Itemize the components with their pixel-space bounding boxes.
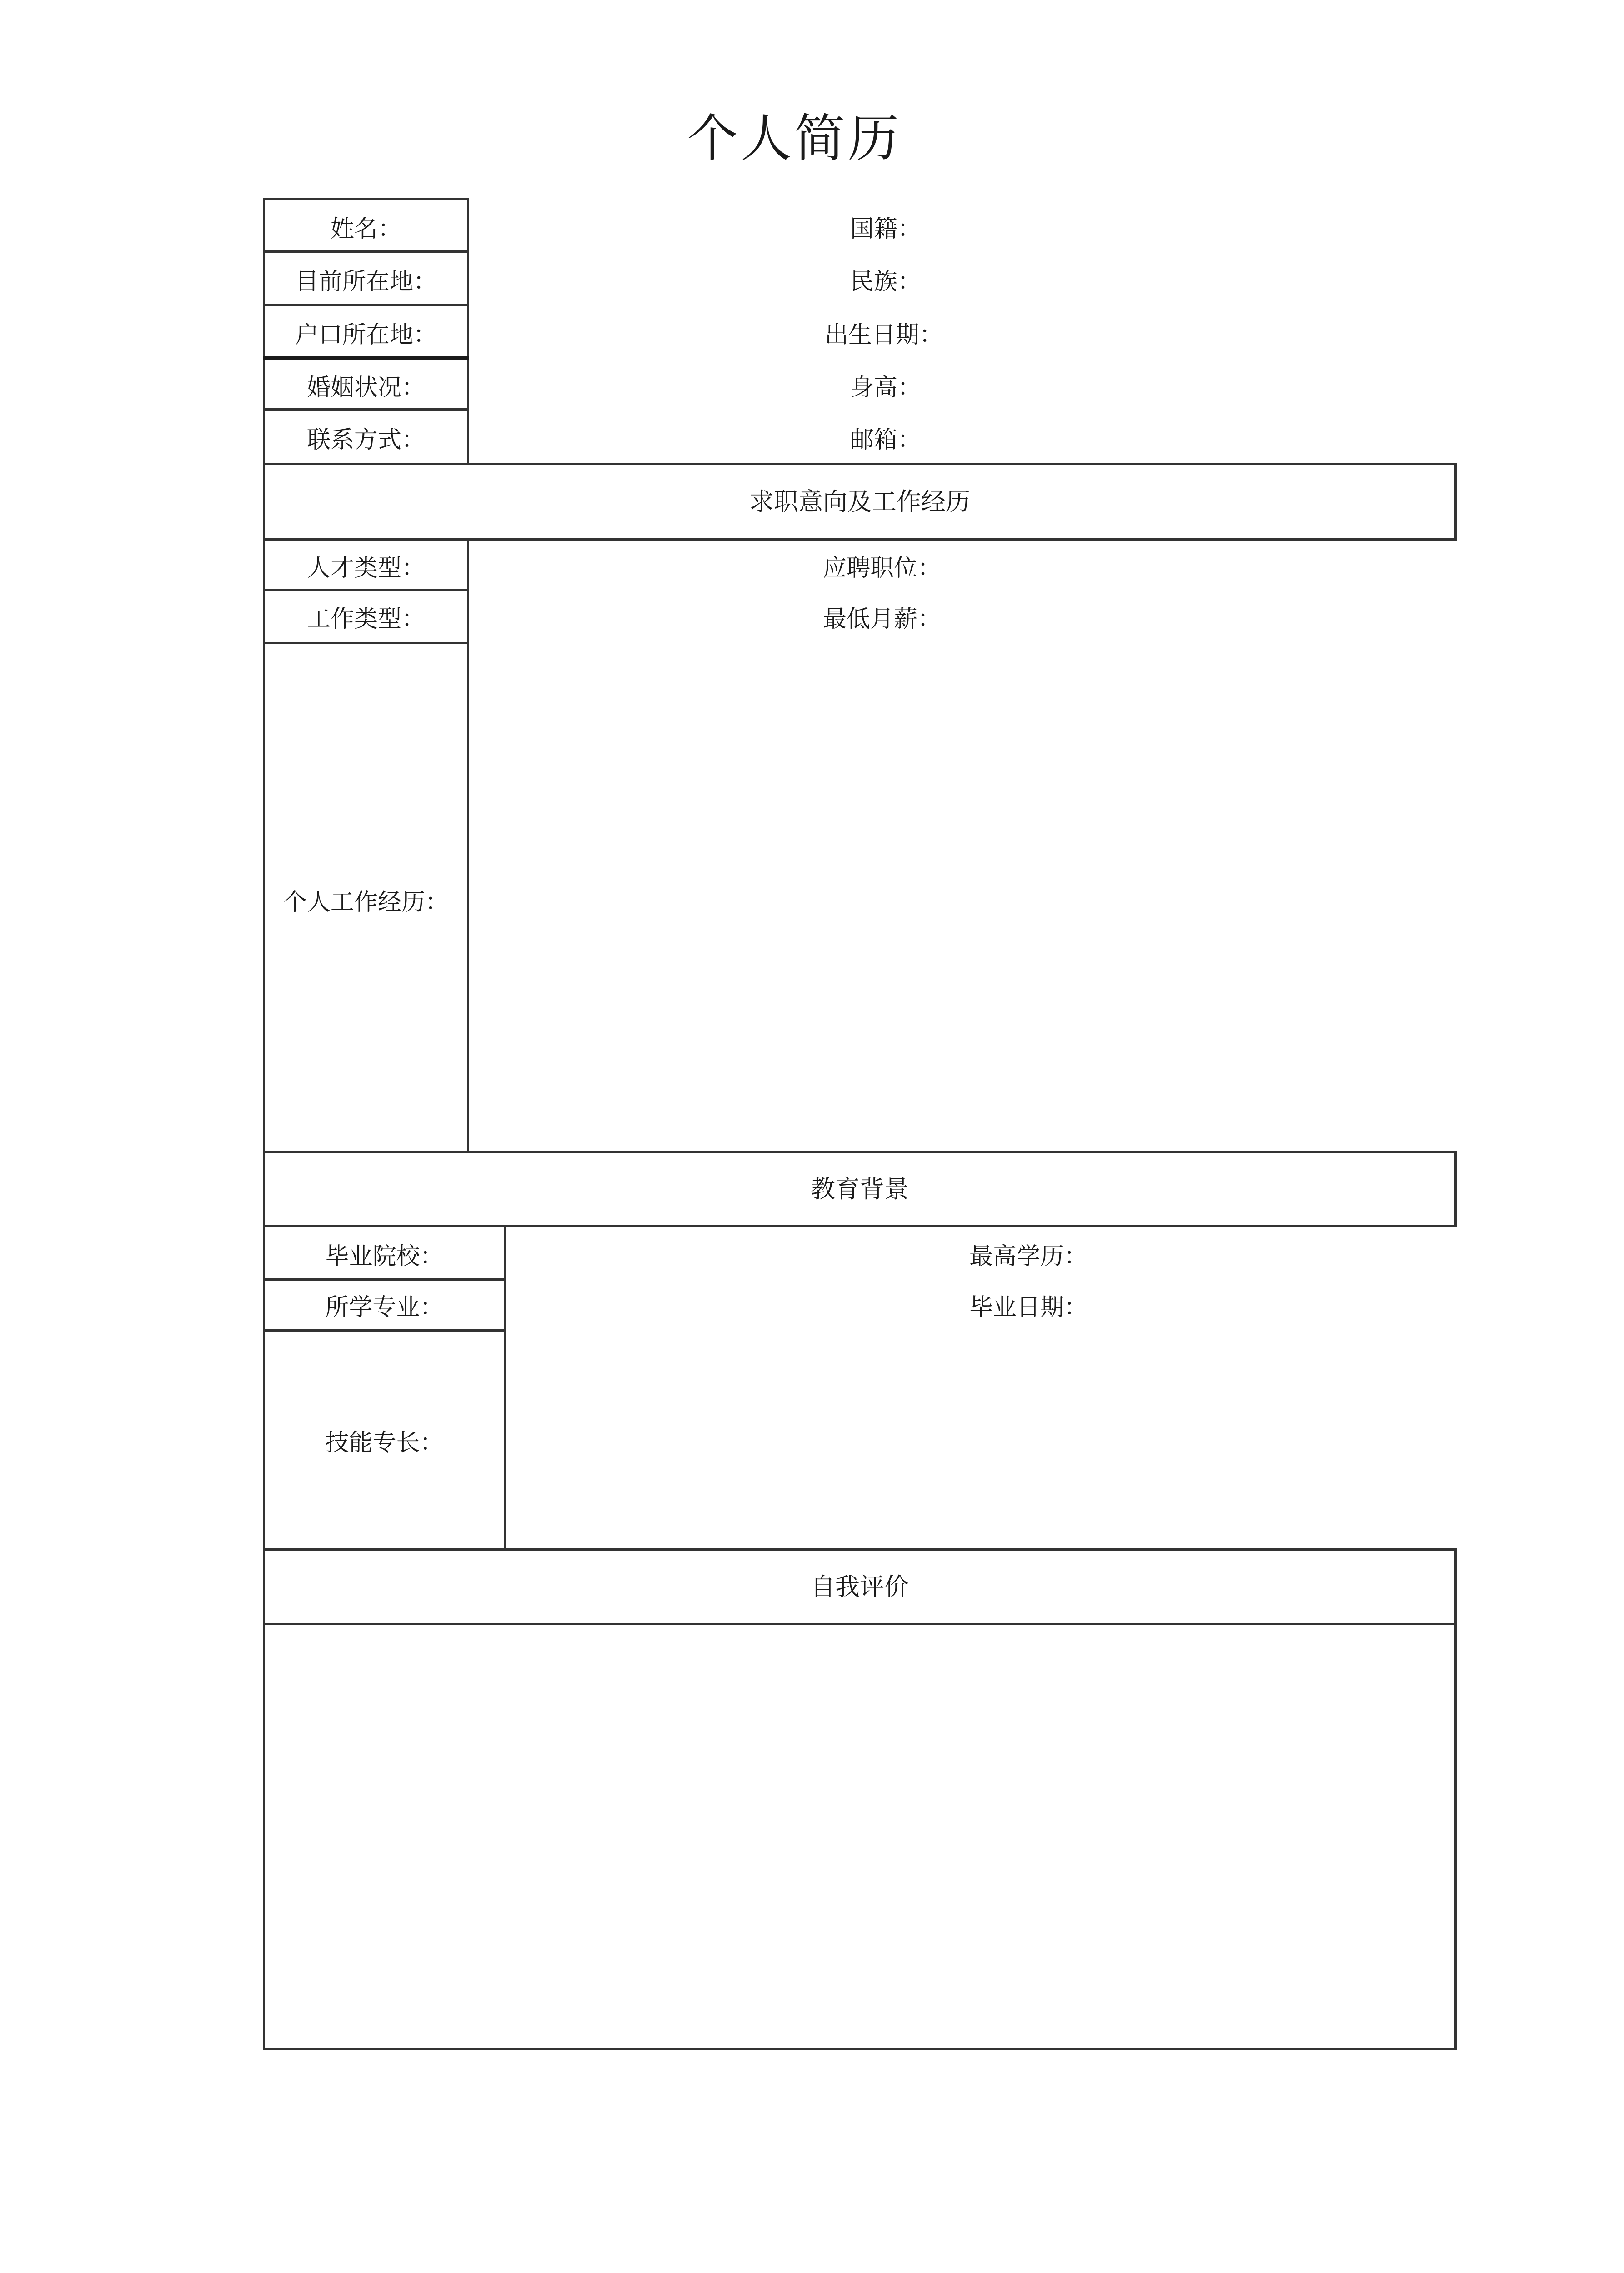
nationality-label: 国籍：: [850, 215, 922, 243]
work-type-label: 工作类型：: [306, 606, 425, 633]
birth-date-label: 出生日期：: [825, 321, 943, 349]
name-label: 姓名：: [330, 215, 401, 243]
highest-degree-label: 最高学历：: [969, 1243, 1088, 1270]
graduation-school-label: 毕业院校：: [325, 1243, 444, 1270]
current-location-label: 目前所在地：: [295, 268, 437, 295]
ethnicity-label: 民族：: [850, 268, 922, 295]
contact-label: 联系方式：: [306, 426, 425, 454]
applied-position-label: 应聘职位：: [823, 555, 942, 582]
minimum-salary-label: 最低月薪：: [823, 606, 942, 633]
height-label: 身高：: [850, 374, 922, 401]
divider: [263, 356, 469, 360]
major-label: 所学专业：: [325, 1294, 444, 1321]
skills-label: 技能专长：: [325, 1429, 444, 1457]
talent-type-label: 人才类型：: [306, 555, 425, 582]
self-evaluation-title: 自我评价: [811, 1572, 909, 1601]
self-evaluation-content: [263, 1623, 1457, 2050]
marital-status-label: 婚姻状况：: [306, 374, 425, 401]
email-label: 邮箱：: [850, 426, 922, 454]
education-section-title: 教育背景: [811, 1175, 909, 1203]
job-section-title: 求职意向及工作经历: [749, 487, 970, 516]
household-registration-label: 户口所在地：: [295, 321, 437, 349]
work-experience-label: 个人工作经历：: [283, 889, 449, 916]
graduation-date-label: 毕业日期：: [969, 1294, 1088, 1321]
page-title: 个人简历: [687, 109, 902, 168]
